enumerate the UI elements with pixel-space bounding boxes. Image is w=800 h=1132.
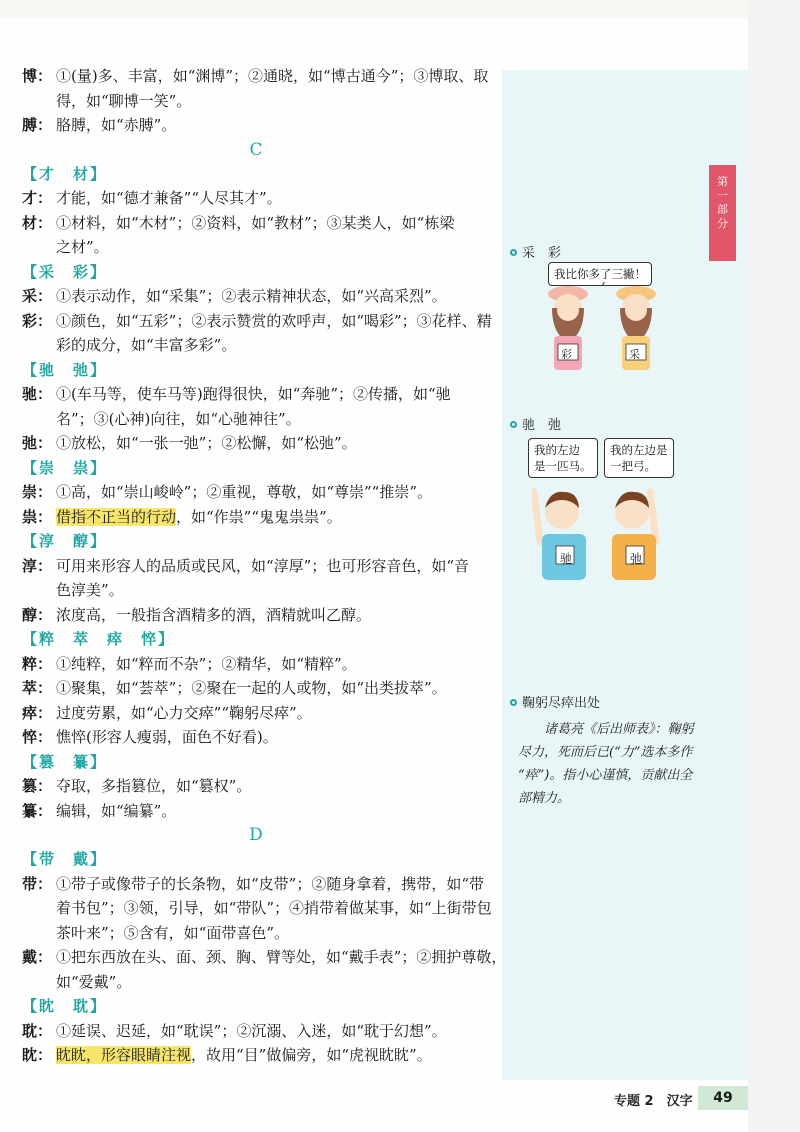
bubble-text: 一把弓。 [610,459,656,473]
definition-text: ，如“作祟”“鬼鬼祟祟”。 [176,507,342,526]
character-group-heading: 【淳 醇】 [22,532,108,550]
definition-entry [22,652,500,677]
character-group-heading: 【眈 耽】 [22,997,108,1015]
speech-bubble-right [604,438,674,478]
side-header-chichi [510,414,561,433]
definition-text: ①带子或像带子的长条物，如“皮带”；②随身拿着，携带，如“带 [56,874,485,893]
headword: 崇： [22,483,53,501]
definition-text: ①把东西放在头、面、颈、胸、臂等处，如“戴手表”；②拥护尊敬， [56,948,507,966]
headword: 粹： [22,654,53,673]
highlighted-text: 眈眈，形容眼睛注视 [56,1046,192,1064]
side-header-text: 鞠躬尽瘁出处 [522,696,601,711]
scan-top-edge [0,0,748,18]
definition-text: ①聚集，如“荟萃”；②聚在一起的人或物，如“出类拔萃”。 [56,679,447,697]
headword: 驰： [22,385,53,403]
headword: 才： [22,189,53,207]
definition-entry [22,799,500,824]
main-content [22,64,507,1068]
definition-entry [22,382,500,407]
definition-continuation: 名”；③(心神)向往，如“心驰神往”。 [56,409,301,428]
definition-continuation: 彩的成分，如“丰富多彩”。 [56,336,237,354]
definition-entry [22,1019,500,1044]
character-group-heading: 【粹 萃 瘁 悴】 [22,630,176,648]
headword: 材： [22,213,53,232]
definition-text: 浓度高，一般指含酒精多的酒，酒精就叫乙醇。 [56,605,372,624]
definition-entry [22,309,500,334]
definition-entry [22,284,500,309]
character-group-heading: 【采 彩】 [22,262,108,281]
definition-entry [22,1043,500,1068]
definition-text: ①材料，如“木材”；②资料，如“教材”；③某类人，如“栋梁 [56,213,455,232]
definition-entry [22,676,500,701]
headword: 祟： [22,507,53,526]
bullet-icon [510,421,517,428]
definition-continuation: 得，如“聊博一笑”。 [56,91,192,110]
definition-text: ①表示动作，如“采集”；②表示精神状态，如“兴高采烈”。 [56,287,447,305]
definition-entry [22,64,500,89]
definition-entry [22,945,507,970]
headword: 带： [22,874,53,893]
sign-right-chichi: 弛 [630,552,643,566]
origin-note [518,718,730,810]
definition-text: ，故用“目”做偏旁，如“虎视眈眈”。 [191,1046,432,1064]
note-line: 尽力，死而后已(“力”选本多作 [518,745,693,760]
definition-entry [22,603,500,628]
bullet-icon [510,249,517,256]
headword: 淳： [22,556,53,575]
bubble-text: 是一匹马。 [534,459,592,473]
character-group-heading: 【驰 弛】 [22,360,108,379]
definition-entry [22,505,500,530]
definition-entry [22,113,500,138]
definition-text: ①纯粹，如“粹而不杂”；②精华，如“精粹”。 [56,654,357,673]
definition-entry [22,211,500,236]
page-right-margin [748,0,800,1132]
note-line: “瘁”)。指小心谨慎，贡献出全 [518,768,693,783]
page-number: 49 [698,1086,748,1110]
definition-text: ①颜色，如“五彩”；②表示赞赏的欢呼声，如“喝彩”；③花样、精 [56,311,492,330]
side-header-origin [510,692,600,711]
headword: 纂： [22,801,53,820]
section-letter: D [249,825,263,845]
definition-entry [22,431,500,456]
definition-continuation: 如“爱戴”。 [56,972,132,991]
tab-char: 分 [717,217,728,230]
definition-entry [22,186,500,211]
character-group-heading: 【崇 祟】 [22,458,108,477]
definition-text: ①延误、迟延，如“耽误”；②沉溺、入迷，如“耽于幻想”。 [56,1021,447,1040]
headword: 萃： [22,679,53,697]
note-line: 诸葛亮《后出师表》：鞠躬 [544,722,694,737]
headword: 膊： [22,116,53,134]
headword: 弛： [22,434,53,452]
bubble-text: 我比你多了三撇！ [554,267,646,281]
definition-text: 可用来形容人的品质或民风，如“淳厚”；也可形容音色，如“音 [56,556,470,575]
highlighted-text: 借指不正当的行动 [56,507,177,526]
definition-entry [22,774,500,799]
footer-topic: 专题 2 汉字 [614,1094,693,1109]
definition-entry [22,701,500,726]
definition-text: 夺取，多指篡位，如“篡权”。 [56,777,252,795]
side-header-text: 驰 弛 [522,418,562,433]
headword: 悴： [22,728,53,746]
character-group-heading: 【才 材】 [22,164,108,183]
headword: 采： [22,287,53,305]
headword: 戴： [22,948,53,966]
definition-entry [22,872,500,897]
definition-text: 胳膊，如“赤膊”。 [56,116,177,134]
definition-entry [22,554,500,579]
definition-continuation: 之材”。 [56,238,109,256]
speech-bubble-left [528,438,598,478]
definition-entry [22,725,500,750]
section-tab [709,165,736,261]
definition-continuation: 色淳美”。 [56,581,124,599]
definition-continuation: 着书包”；③领，引导，如“带队”；④捎带着做某事，如“上街带包 [56,899,492,917]
definition-continuation: 茶叶来”；⑤含有，如“面带喜色”。 [56,923,290,942]
character-group-heading: 【篡 纂】 [22,752,108,771]
bullet-icon [510,699,517,706]
sign-left-caicai: 彩 [561,348,572,361]
tab-char: 第 [717,175,728,188]
sign-left-chichi: 驰 [560,552,573,566]
definition-text: 编辑，如“编纂”。 [56,801,177,820]
headword: 耽： [22,1021,53,1040]
tab-char: 一 [717,189,728,202]
definition-text: ①(量)多、丰富，如“渊博”；②通晓，如“博古通今”；③博取、取 [56,67,489,85]
headword: 瘁： [22,703,53,722]
definition-entry [22,480,500,505]
bubble-text: 我的左边 [534,443,580,457]
definition-text: ①高，如“崇山峻岭”；②重视，尊敬，如“尊崇”“推崇”。 [56,483,433,501]
definition-text: 才能，如“德才兼备”“人尽其才”。 [56,189,282,207]
illustration-chichi [532,482,692,582]
section-letter: C [249,139,263,160]
bubble-text: 我的左边是 [610,443,668,457]
side-header-caicai [510,242,561,261]
character-group-heading: 【带 戴】 [22,850,108,868]
note-line: 部精力。 [518,791,571,806]
definition-text: ①(车马等，使车马等)跑得很快，如“奔驰”；②传播，如“驰 [56,385,451,403]
tab-char: 部 [717,203,728,216]
sign-right-caicai: 采 [629,348,640,361]
side-header-text: 采 彩 [522,246,562,261]
headword: 博： [22,67,53,85]
headword: 彩： [22,311,53,330]
definition-text: 憔悴(形容人瘦弱，面色不好看)。 [56,728,278,746]
headword: 醇： [22,605,53,624]
definition-text: ①放松，如“一张一弛”；②松懈，如“松弛”。 [56,434,357,452]
headword: 篡： [22,777,53,795]
definition-text: 过度劳累，如“心力交瘁”“鞠躬尽瘁”。 [56,703,312,722]
headword: 眈： [22,1046,53,1064]
